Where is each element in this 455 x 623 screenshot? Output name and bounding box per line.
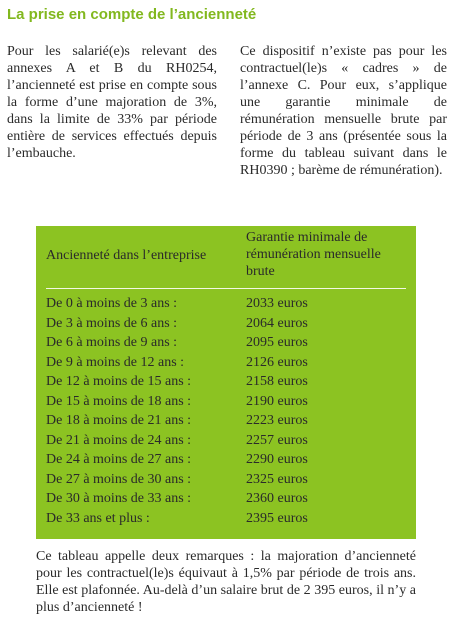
salary-amount: 2325 euros [246,471,308,487]
table-row [36,353,416,373]
salary-amount: 2095 euros [246,335,308,350]
seniority-range: De 18 à moins de 21 ans : [46,413,192,428]
section-title: La prise en compte de l’ancienneté [7,6,257,23]
seniority-range: De 12 à moins de 15 ans : [46,374,192,389]
table-row [36,450,416,470]
salary-amount: 2360 euros [246,491,308,506]
salary-amount: 2190 euros [246,393,308,409]
seniority-range: De 33 ans et plus : [46,510,150,526]
salary-amount: 2158 euros [246,374,308,389]
seniority-range: De 9 à moins de 12 ans : [46,354,185,370]
header-divider [46,288,406,289]
paragraph-left: Pour les salarié(e)s relevant des annexes A et B du RH0254, l’ancienneté est prise en compte sous la forme d’une majoration de 3%, dans la limite de 33% par période entière de services effectués depuis l’embauche. [7,44,217,161]
note-paragraph: Ce tableau appelle deux remarques : la majoration d’ancienneté pour les contractuel(le)s équivaut à 1,5% par période de trois ans. Elle est plafonnée. Au-delà d’un salaire brut de 2 395 euros, il n’y a plus d’ancienneté ! [36,549,416,615]
seniority-range: De 21 à moins de 24 ans : [46,432,192,448]
header-seniority: Ancienneté dans l’entreprise [46,248,207,263]
header-minimum-salary: Garantie minimale de rémunération mensuelle brute [246,230,381,279]
table-body [36,294,416,528]
table-row [36,470,416,490]
table-row [36,372,416,392]
salary-amount: 2395 euros [246,510,308,526]
paragraph-right: Ce dispositif n’existe pas pour les contractuel(le)s « cadres » de l’annexe C. Pour eux, s’applique une garantie minimale de rémunération mensuelle brute par période de 3 ans (présentée sous la forme du tableau suivant dans le RH0390 ; barème de rémunération). [240,44,447,178]
seniority-range: De 27 à moins de 30 ans : [46,471,192,487]
seniority-range: De 24 à moins de 27 ans : [46,452,192,467]
seniority-range: De 6 à moins de 9 ans : [46,335,178,350]
table-row [36,314,416,334]
table-row [36,509,416,529]
salary-amount: 2126 euros [246,354,308,370]
seniority-range: De 30 à moins de 33 ans : [46,491,192,506]
table-row [36,489,416,509]
table-row [36,294,416,314]
salary-amount: 2290 euros [246,452,308,467]
salary-amount: 2033 euros [246,296,308,311]
salary-table [36,226,416,539]
salary-amount: 2064 euros [246,315,308,331]
seniority-range: De 3 à moins de 6 ans : [46,315,178,331]
seniority-range: De 0 à moins de 3 ans : [46,296,178,311]
table-row [36,431,416,451]
salary-amount: 2257 euros [246,432,308,448]
table-row [36,392,416,412]
seniority-range: De 15 à moins de 18 ans : [46,393,192,409]
salary-amount: 2223 euros [246,413,308,428]
table-header [36,226,416,288]
table-row [36,411,416,431]
table-row [36,333,416,353]
